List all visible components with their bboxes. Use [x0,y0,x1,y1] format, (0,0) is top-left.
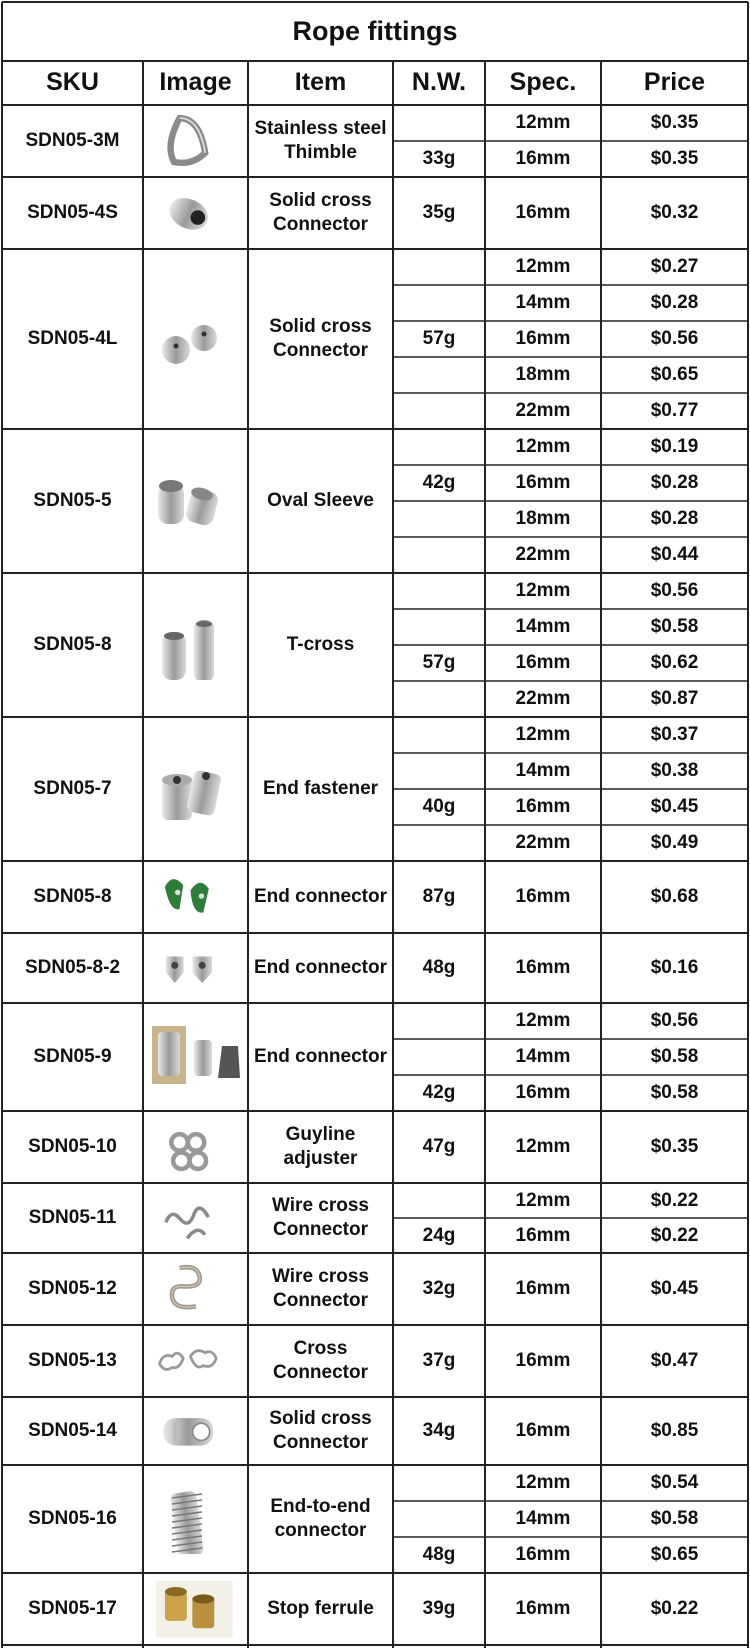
sku-cell: SDN05-7 [33,778,112,800]
nw-cell [393,429,485,465]
nw-cell [393,717,485,753]
nw-cell: 32g [422,1278,456,1300]
item-name: Stop ferrule [267,1598,374,1620]
nw-cell [393,1003,485,1039]
nw-cell: 35g [422,202,456,224]
spec-cell: 16mm [515,1544,571,1566]
nw-cell: 34g [422,1420,456,1442]
price-cell: $0.27 [650,256,699,278]
nw-cell: 42g [422,1082,456,1104]
price-cell: $0.45 [650,1278,699,1300]
spec-cell: 22mm [515,400,571,422]
nw-cell [393,105,485,141]
spec-cell: 12mm [515,580,571,602]
header-spec: Spec. [509,68,577,97]
nw-cell [393,753,485,789]
nw-cell: 40g [422,796,456,818]
spec-cell: 16mm [515,886,571,908]
item-name: Stainless steel Thimble [254,118,387,163]
price-cell: $0.28 [650,472,699,494]
spec-cell: 16mm [515,1278,571,1300]
nw-cell: 37g [422,1350,456,1372]
spec-cell: 16mm [515,328,571,350]
nw-cell: 48g [422,957,456,979]
price-cell: $0.45 [650,796,699,818]
price-cell: $0.87 [650,688,699,710]
header-image: Image [159,68,232,97]
spec-cell: 12mm [515,1189,571,1211]
solid-cross-connector-icon [148,181,244,245]
sku-cell: SDN05-9 [33,1046,112,1068]
price-cell: $0.54 [650,1472,699,1494]
item-name: Wire cross Connector [272,1195,369,1240]
nw-cell [393,573,485,609]
threaded-tube-icon [148,1484,244,1554]
nw-cell [393,1465,485,1501]
spec-cell: 16mm [515,957,571,979]
spec-cell: 14mm [515,1046,571,1068]
sku-cell: SDN05-8 [33,634,112,656]
spec-cell: 22mm [515,544,571,566]
item-name: Solid cross Connector [269,190,372,235]
nw-cell [393,285,485,321]
header-item: Item [294,68,347,97]
end-connector-tubes-icon [148,1022,244,1092]
nw-cell [393,393,485,429]
sku-cell: SDN05-16 [28,1508,117,1530]
table-title: Rope fittings [292,15,458,46]
price-cell: $0.32 [650,202,699,224]
item-name: Cross Connector [273,1338,368,1383]
sku-cell: SDN05-12 [28,1278,117,1300]
price-cell: $0.56 [650,328,699,350]
price-cell: $0.22 [650,1598,699,1620]
price-cell: $0.47 [650,1350,699,1372]
solid-clamp-icon [148,1401,244,1461]
price-cell: $0.62 [650,652,699,674]
nw-cell [393,825,485,861]
spec-cell: 16mm [515,1082,571,1104]
oval-sleeve-icon [148,466,244,536]
spec-cell: 12mm [515,112,571,134]
spec-cell: 16mm [515,796,571,818]
spec-cell: 12mm [515,256,571,278]
spec-cell: 14mm [515,616,571,638]
item-name: Solid cross Connector [269,1408,372,1453]
item-name: End connector [253,1046,387,1068]
sku-cell: SDN05-17 [28,1598,117,1620]
nw-cell [393,1501,485,1537]
nw-cell [393,1183,485,1218]
wire-clip-icon [148,1257,244,1321]
sku-cell: SDN05-13 [28,1350,117,1372]
sku-cell: SDN05-8-2 [24,957,121,979]
spec-cell: 22mm [515,832,571,854]
price-cell: $0.28 [650,292,699,314]
item-name: Wire cross Connector [272,1266,369,1311]
wire-cross-icon [148,1187,244,1249]
price-cell: $0.56 [650,1010,699,1032]
nw-cell: 87g [422,886,456,908]
flat-cross-connector-icon [148,1329,244,1393]
t-cross-icon [148,610,244,680]
price-cell: $0.37 [650,724,699,746]
price-cell: $0.65 [650,1544,699,1566]
nw-cell: 24g [422,1224,456,1246]
price-cell: $0.58 [650,616,699,638]
nw-cell: 57g [422,328,456,350]
item-name: End-to-end connector [270,1496,371,1541]
nw-cell: 42g [422,472,456,494]
price-cell: $0.49 [650,832,699,854]
item-name: Oval Sleeve [267,490,374,512]
nw-cell: 39g [422,1598,456,1620]
spec-cell: 12mm [515,724,571,746]
nw-cell [393,537,485,573]
green-end-connector-icon [148,865,244,929]
price-cell: $0.58 [650,1082,699,1104]
spec-cell: 12mm [515,1472,571,1494]
nw-cell [393,681,485,717]
sku-cell: SDN05-4L [27,328,118,350]
spec-cell: 12mm [515,436,571,458]
price-cell: $0.56 [650,580,699,602]
spec-cell: 22mm [515,688,571,710]
spec-cell: 16mm [515,202,571,224]
spec-cell: 16mm [515,148,571,170]
item-name: End fastener [262,778,379,800]
price-cell: $0.85 [650,1420,699,1442]
item-name: T-cross [286,634,355,656]
spec-cell: 14mm [515,292,571,314]
spec-cell: 16mm [515,1598,571,1620]
price-cell: $0.38 [650,760,699,782]
sku-cell: SDN05-10 [28,1136,117,1158]
price-cell: $0.65 [650,364,699,386]
sku-cell: SDN05-8 [33,886,112,908]
spec-cell: 18mm [515,364,571,386]
spec-cell: 16mm [515,1420,571,1442]
spec-cell: 16mm [515,472,571,494]
price-cell: $0.28 [650,508,699,530]
item-name: End connector [253,957,387,979]
price-cell: $0.22 [650,1189,699,1211]
price-cell: $0.77 [650,400,699,422]
price-cell: $0.35 [650,148,699,170]
spec-cell: 16mm [515,652,571,674]
nw-cell: 33g [422,148,456,170]
sku-cell: SDN05-4S [27,202,118,224]
header-price: Price [643,68,706,97]
end-connector-icon [148,937,244,999]
sku-cell: SDN05-14 [28,1420,117,1442]
price-cell: $0.22 [650,1224,699,1246]
spec-cell: 12mm [515,1010,571,1032]
price-cell: $0.58 [650,1046,699,1068]
stop-ferrule-icon [148,1577,244,1641]
nw-cell: 57g [422,652,456,674]
header-nw: N.W. [411,68,467,97]
spec-cell: 14mm [515,1508,571,1530]
price-cell: $0.44 [650,544,699,566]
sku-cell: SDN05-11 [28,1207,117,1229]
item-name: Guyline adjuster [283,1124,358,1169]
end-fastener-icon [148,754,244,824]
nw-cell [393,357,485,393]
spec-cell: 16mm [515,1224,571,1246]
sku-cell: SDN05-3M [25,130,120,152]
price-cell: $0.68 [650,886,699,908]
spec-cell: 18mm [515,508,571,530]
item-name: End connector [253,886,387,908]
price-cell: $0.16 [650,957,699,979]
item-name: Solid cross Connector [269,316,372,361]
nw-cell [393,501,485,537]
nw-cell: 48g [422,1544,456,1566]
nw-cell: 47g [422,1136,456,1158]
price-cell: $0.35 [650,1136,699,1158]
sku-cell: SDN05-5 [33,490,112,512]
thimble-icon [148,109,244,173]
spec-cell: 12mm [515,1136,571,1158]
guyline-adjuster-icon [148,1115,244,1179]
price-cell: $0.19 [650,436,699,458]
nw-cell [393,609,485,645]
spec-cell: 14mm [515,760,571,782]
spec-cell: 16mm [515,1350,571,1372]
header-sku: SKU [46,68,99,97]
solid-cross-balls-icon [148,304,244,374]
nw-cell [393,1039,485,1075]
price-cell: $0.58 [650,1508,699,1530]
price-cell: $0.35 [650,112,699,134]
nw-cell [393,249,485,285]
